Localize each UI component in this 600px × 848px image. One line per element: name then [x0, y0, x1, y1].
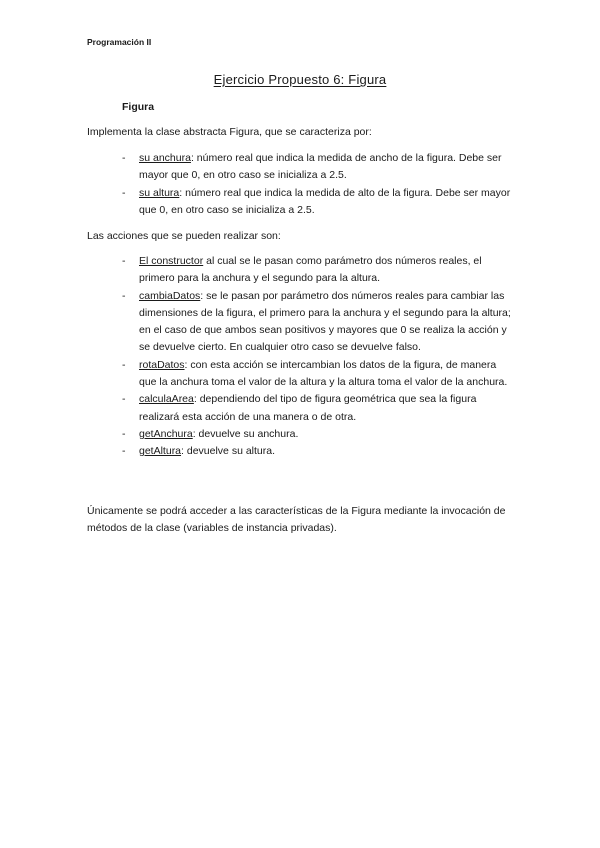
- intro-paragraph: Implementa la clase abstracta Figura, que se caracteriza por:: [87, 126, 372, 138]
- action-term: rotaDatos: [139, 358, 185, 371]
- attributes-list: [122, 150, 512, 219]
- list-item: [122, 426, 512, 443]
- list-item: [122, 185, 512, 220]
- bullet-dash: -: [122, 289, 126, 302]
- action-description: : devuelve su anchura.: [192, 427, 299, 440]
- action-description: : con esta acción se intercambian los datos de la figura, de manera que la anchura toma el valor de la altura y la altura toma el valor de la anchura.: [139, 358, 508, 389]
- bullet-dash: -: [122, 186, 126, 199]
- actions-intro-paragraph: Las acciones que se pueden realizar son:: [87, 230, 281, 242]
- page-title: Ejercicio Propuesto 6: Figura: [213, 72, 387, 87]
- bullet-dash: -: [122, 445, 126, 458]
- bullet-dash: -: [122, 255, 126, 267]
- list-item: [122, 357, 512, 392]
- list-item: [122, 391, 512, 426]
- action-description: : dependiendo del tipo de figura geométrica que sea la figura realizará esta acción de una manera o de otra.: [139, 393, 477, 423]
- action-description: : devuelve su altura.: [181, 445, 276, 458]
- attribute-term: su anchura: [139, 152, 191, 164]
- attribute-description: : número real que indica la medida de ancho de la figura. Debe ser mayor que 0, en otro caso se inicializa a 2.5.: [139, 152, 502, 182]
- bullet-dash: -: [122, 427, 126, 440]
- attribute-term: su altura: [139, 186, 180, 199]
- action-term: getAnchura: [139, 427, 193, 440]
- action-term: calculaArea: [139, 393, 194, 406]
- bullet-dash: -: [122, 393, 126, 406]
- bullet-dash: -: [122, 152, 126, 164]
- list-item: [122, 150, 512, 185]
- action-description: al cual se le pasan como parámetro dos números reales, el primero para la anchura y el segundo para la altura.: [139, 255, 482, 285]
- action-term: getAltura: [139, 445, 182, 458]
- action-term: El constructor: [139, 255, 204, 267]
- page-header: Programación II: [87, 37, 152, 47]
- action-term: cambiaDatos: [139, 289, 201, 302]
- bullet-dash: -: [122, 358, 126, 371]
- list-item: [122, 253, 512, 288]
- attribute-description: : número real que indica la medida de alto de la figura. Debe ser mayor que 0, en otro caso se inicializa a 2.5.: [139, 186, 511, 216]
- list-item: [122, 288, 512, 357]
- action-description: : se le pasan por parámetro dos números reales para cambiar las dimensiones de la figura, el primero para la anchura y el segundo para la altura; en el caso de que ambos sean positivos y mayores que 0 se realiza la acción y se devuelve cierto. En cualquier otro caso se devuelve falso.: [139, 289, 511, 354]
- actions-list: [122, 253, 512, 461]
- section-heading: Figura: [122, 101, 155, 113]
- closing-paragraph: Únicamente se podrá acceder a las características de la Figura mediante la invocación de métodos de la clase (variables de instancia privadas).: [87, 505, 506, 534]
- list-item: [122, 443, 512, 460]
